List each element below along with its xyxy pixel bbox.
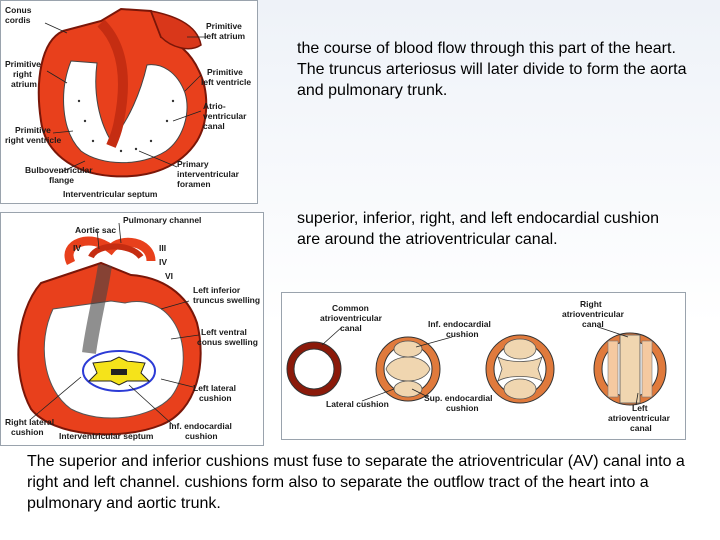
- label-primary-iv-foramen-2: interventricular: [177, 169, 239, 179]
- stage-cushions-enlarge: [486, 335, 554, 403]
- label-pulmonary-channel: Pulmonary channel: [123, 215, 202, 225]
- label-right-av-1: Right: [580, 299, 602, 309]
- label-conus-cordis-1: Conus: [5, 5, 32, 15]
- label-aortic-sac: Aortic sac: [75, 225, 117, 235]
- label-inf-endocardial-1: Inf. endocardial: [428, 319, 491, 329]
- paragraph-cushion-fusion: The superior and inferior cushions must fuse to separate the atrioventricular (AV) canal into a right and left channel. cushions form also to separate the outflow tract of the heart into a pulmonary and aortic trunk.: [27, 453, 685, 512]
- label-left-inferior-truncus-2: truncus swelling: [193, 295, 261, 305]
- label-prim-left-ventricle-2: left ventricle: [201, 77, 252, 87]
- paragraph-endocardial-cushions: superior, inferior, right, and left endocardial cushion are around the atrioventricular canal.: [297, 210, 659, 248]
- label-right-lateral-cushion-2: cushion: [11, 427, 44, 437]
- label-sup-endocardial-2: cushion: [446, 403, 479, 413]
- label-primary-iv-foramen-1: Primary: [177, 159, 209, 169]
- figure-av-canal-sequence: [281, 292, 686, 440]
- figure-primitive-heart: [0, 0, 258, 204]
- primitive-heart-illustration: [1, 1, 257, 203]
- label-right-lateral-cushion-1: Right lateral: [5, 417, 55, 427]
- figure-heart-cushions: [0, 212, 264, 446]
- stage-common-canal: [287, 342, 341, 396]
- label-left-av-2: atrioventricular: [608, 413, 670, 423]
- label-iv-septum: Interventricular septum: [63, 189, 158, 199]
- label-av-canal-3: canal: [203, 121, 225, 131]
- label-left-inferior-truncus-1: Left inferior: [193, 285, 241, 295]
- label-left-ventral-conus-2: conus swelling: [197, 337, 258, 347]
- label-arch-iii: III: [159, 243, 167, 253]
- label-bulboventricular-1: Bulboventricular: [25, 165, 93, 175]
- label-prim-right-atrium-1: Primitive: [5, 59, 41, 69]
- label-prim-right-ventricle-1: Primitive: [15, 125, 51, 135]
- label-arch-iv-left: IV: [73, 243, 82, 253]
- label-right-av-3: canal: [582, 319, 604, 329]
- label-av-canal-1: Atrio-: [203, 101, 226, 111]
- label-left-ventral-conus-1: Left ventral: [201, 327, 247, 337]
- label-conus-cordis-2: cordis: [5, 15, 31, 25]
- label-inf-endocardial-1: Inf. endocardial: [169, 421, 232, 431]
- label-inf-endocardial-2: cushion: [185, 431, 218, 441]
- label-prim-left-atrium-2: left atrium: [204, 31, 246, 41]
- label-left-av-3: canal: [630, 423, 652, 433]
- label-primary-iv-foramen-3: foramen: [177, 179, 211, 189]
- label-prim-right-ventricle-2: right ventricle: [5, 135, 62, 145]
- label-inf-endocardial-2: cushion: [446, 329, 479, 339]
- label-av-canal-2: ventricular: [203, 111, 247, 121]
- label-bulboventricular-2: flange: [49, 175, 75, 185]
- label-prim-right-atrium-3: atrium: [11, 79, 37, 89]
- label-left-lateral-cushion-1: Left lateral: [193, 383, 236, 393]
- label-sup-endocardial-1: Sup. endocardial: [424, 393, 493, 403]
- label-left-av-1: Left: [632, 403, 648, 413]
- label-arch-iv-right: IV: [159, 257, 168, 267]
- stage-cushions-appear: [376, 337, 440, 401]
- label-arch-vi: VI: [165, 271, 174, 281]
- av-canal-lumen: [111, 369, 127, 375]
- label-common-av-3: canal: [340, 323, 362, 333]
- label-left-lateral-cushion-2: cushion: [199, 393, 232, 403]
- paragraph-truncus: the course of blood flow through this part of the heart. The truncus arteriosus will later divide to form the aorta and pulmonary trunk.: [297, 40, 687, 99]
- label-prim-left-atrium-1: Primitive: [206, 21, 242, 31]
- label-prim-left-ventricle-1: Primitive: [207, 67, 243, 77]
- label-iv-septum: Interventricular septum: [59, 431, 154, 441]
- stage-cushions-fused: [594, 333, 666, 405]
- label-right-av-2: atrioventricular: [562, 309, 624, 319]
- label-prim-right-atrium-2: right: [13, 69, 32, 79]
- label-common-av-1: Common: [332, 303, 369, 313]
- label-common-av-2: atrioventricular: [320, 313, 382, 323]
- av-canal-sequence-illustration: [282, 293, 685, 439]
- pulmonary-arch: [91, 247, 141, 258]
- label-lateral-cushion: Lateral cushion: [326, 399, 389, 409]
- heart-cushions-illustration: [1, 213, 263, 445]
